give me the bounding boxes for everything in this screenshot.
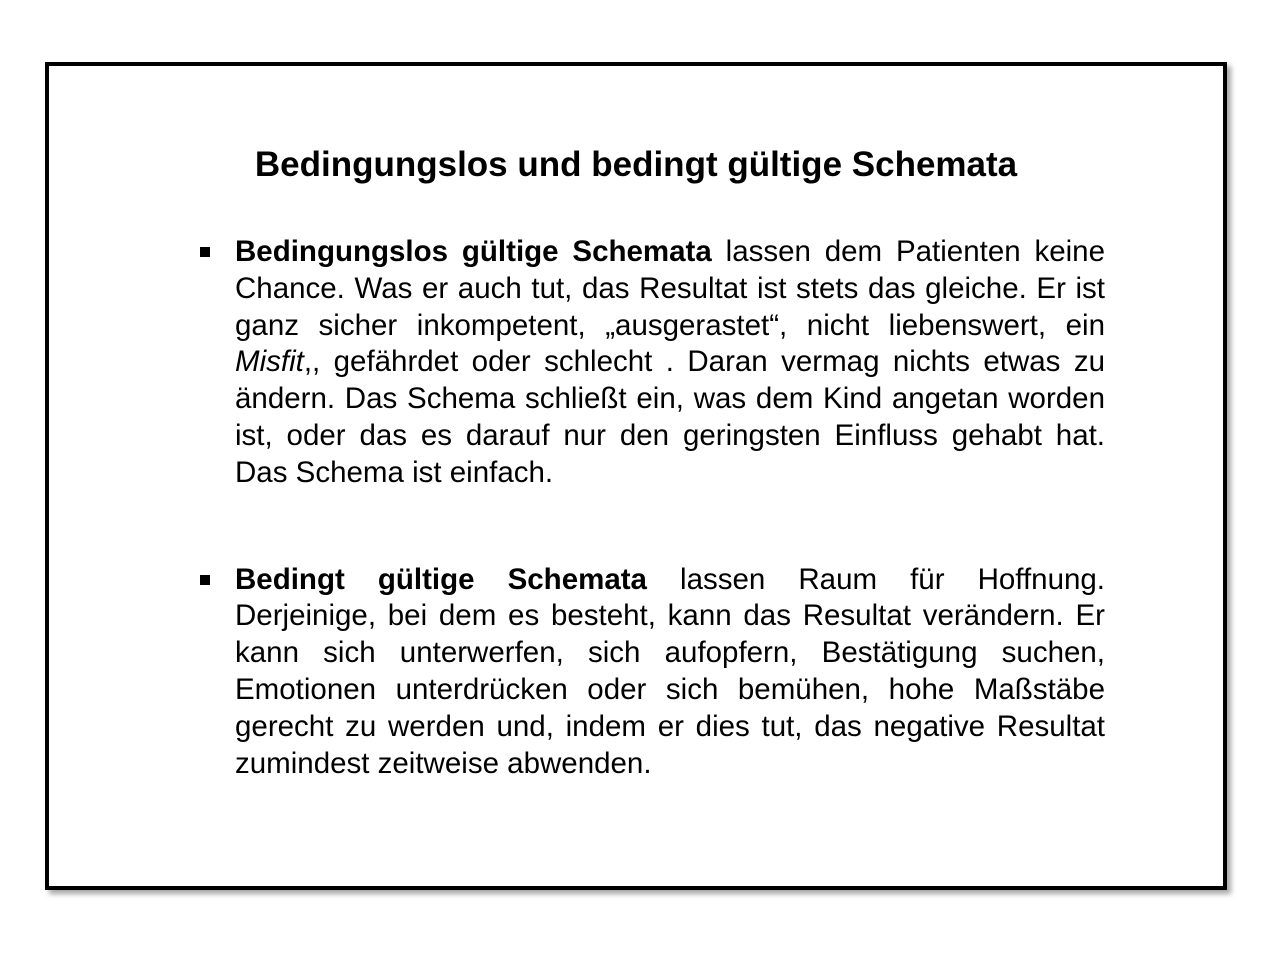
- square-bullet-icon: [200, 247, 210, 257]
- slide-frame: [45, 62, 1227, 890]
- square-bullet-icon: [200, 575, 210, 585]
- bullet-text: lassen dem Patienten keine Chance. Was er auch tut, das Resultat ist stets das gleiche. Er ist ganz sicher inkompetent, „ausgerastet“, nicht liebenswert, ein: [235, 235, 1105, 342]
- bullet-text: lassen Raum für Hoffnung. Derjeinige, bei dem es besteht, kann das Resultat verändern. Er kann sich unterwerfen, sich aufopfern, Bestätigung suchen, Emotionen unterdrücken oder sich bemühen, hohe Maßstäbe gerecht zu werden und, indem er dies tut, das negative Resultat zumindest zeitweise abwenden.: [235, 562, 1105, 780]
- bullet-item-unconditional: [199, 234, 1105, 492]
- bullet-item-conditional: [199, 562, 1105, 783]
- bullet-term: Bedingt gültige Schemata: [235, 562, 647, 596]
- bullet-list: [199, 234, 1105, 782]
- slide-title: Bedingungslos und bedingt gültige Schemata: [254, 145, 1018, 184]
- bullet-term: Bedingungslos gültige Schemata: [235, 235, 712, 268]
- bullet-italic-term: Misfit: [235, 345, 304, 379]
- bullet-text-continued: ,, gefährdet oder schlecht . Daran vermag nichts etwas zu ändern. Das Schema schließt ein, was dem Kind angetan worden ist, oder das es darauf nur den geringsten Einfluss gehabt hat. Das Schema ist einfach.: [235, 345, 1105, 489]
